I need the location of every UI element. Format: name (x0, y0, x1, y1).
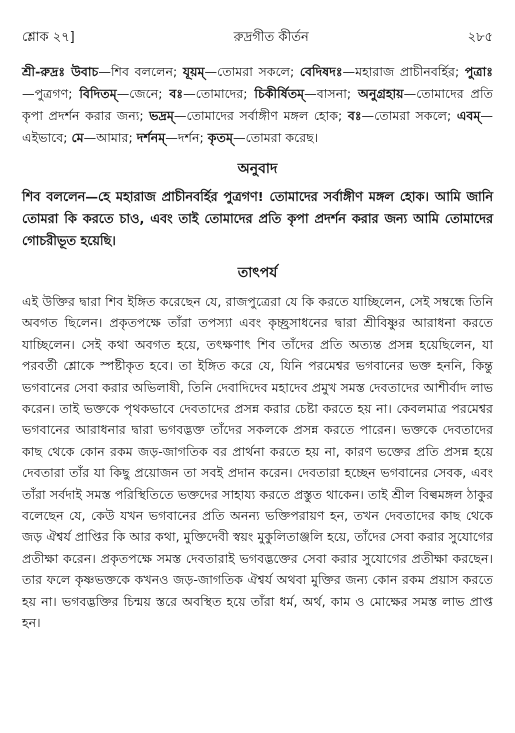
synonym-meaning: —তোমরা সকলে; (361, 108, 457, 123)
synonym-meaning: —তোমাদের প্রতি কৃপা প্রদর্শন করার জন্য; (22, 86, 493, 123)
synonym-term: বেদিষদঃ (299, 64, 343, 79)
synonym-meaning: —পুত্রগণ; (22, 86, 80, 101)
synonym-meaning: —এইভাবে; (22, 108, 494, 145)
synonym-meaning: —তোমরা করেছ। (232, 130, 319, 145)
synonym-meaning: —মহারাজ প্রাচীনবর্হির; (342, 64, 465, 79)
synonym-meaning: —তোমরা সকলে; (204, 64, 300, 79)
synonym-term: মে (71, 130, 84, 145)
purport-section (22, 291, 493, 634)
synonym-meaning: —তোমাদের সর্বাঙ্গীণ মঙ্গল হোক; (173, 108, 348, 123)
synonyms-paragraph (22, 61, 493, 149)
translation-text: শিব বললেন—হে মহারাজ প্রাচীনবর্হির পুত্রগণ! তোমাদের সর্বাঙ্গীণ মঙ্গল হোক। আমি জানি তোমরা কি করতে চাও, এবং তাই তোমাদের প্রতি কৃপা প্রদর্শন করার জন্য আমি তোমাদের গোচরীভূত হয়েছি। (22, 190, 493, 249)
synonym-meaning: —দর্শন; (165, 130, 208, 145)
synonym-term: শ্রী-রুদ্রঃ উবাচ (22, 64, 99, 79)
synonym-term: দর্শনম্ (136, 130, 166, 145)
synonym-term: পুত্রাঃ (464, 64, 494, 79)
synonym-term: বঃ (347, 108, 362, 123)
synonym-term: বঃ (169, 86, 184, 101)
synonym-term: ভদ্রম্ (149, 108, 174, 123)
synonym-term: চিকীর্ষিতম্ (254, 86, 305, 101)
purport-heading: তাৎপর্য (237, 265, 278, 281)
purport-text: এই উক্তির দ্বারা শিব ইঙ্গিত করেছেন যে, রাজপুত্রেরা যে কি করতে যাচ্ছিলেন, সেই সম্বন্ধে তিনি অবগত ছিলেন। প্রকৃতপক্ষে তাঁরা তপস্যা এবং কৃচ্ছ্রসাধনের দ্বারা শ্রীবিষ্ণুর আরাধনা করতে যাচ্ছিলেন। সেই কথা অবগত হয়ে, তৎক্ষণাৎ শিব তাঁদের প্রতি অত্যন্ত প্রসন্ন হয়েছিলেন, যা পরবর্তী শ্লোকে স্পষ্টীকৃত হবে। তা ইঙ্গিত করে যে, যিনি পরমেশ্বর ভগবানের ভক্ত হননি, কিন্তু ভগবানের সেবা করার অভিলাষী, তিনি দেবাদিদেব মহাদেব প্রমুখ সমস্ত দেবতাদের আশীর্বাদ লাভ করেন। তাই ভক্তকে পৃথকভাবে দেবতাদের প্রসন্ন করার চেষ্টা করতে হয় না। কেবলমাত্র পরমেশ্বর ভগবানের আরাধনার দ্বারা ভগবদ্ভক্ত তাঁদের সকলকে প্রসন্ন করতে পারেন। ভক্তকে দেবতাদের কাছ থেকে কোন রকম জড়-জাগতিক বর প্রার্থনা করতে হয় না, কারণ ভক্তের প্রতি প্রসন্ন হয়ে দেবতারা তাঁর যা কিছু প্রয়োজন তা সবই প্রদান করেন। দেবতারা হচ্ছেন ভগবানের সেবক, এবং তাঁরা সর্বদাই সমস্ত পরিস্থিতিতে ভক্তদের সাহায্য করতে প্রস্তুত থাকেন। তাই শ্রীল বিল্বমঙ্গল ঠাকুর বলেছেন যে, কেউ যখন ভগবানের প্রতি অনন্য ভক্তিপরায়ণ হন, তখন দেবতাদের কাছ থেকে জড় ঐশ্বর্য প্রাপ্তির কি আর কথা, মুক্তিদেবী স্বয়ং মুকুলিতাঞ্জলি হয়ে, তাঁদের সেবা করার সুযোগের প্রতীক্ষা করেন। প্রকৃতপক্ষে সমস্ত দেবতারাই ভগবদ্ভক্তের সেবা করার সুযোগের প্রতীক্ষা করছেন। তার ফলে কৃষ্ণভক্তকে কখনও জড়-জাগতিক ঐশ্বর্য অথবা মুক্তির জন্য কোন রকম প্রয়াস করতে হয় না। ভগবদ্ভক্তির চিন্ময় স্তরে অবস্থিত হয়ে তাঁরা ধর্ম, অর্থ, কাম ও মোক্ষের সমস্ত লাভ প্রাপ্ত হন। (22, 294, 493, 631)
synonym-term: যূয়ম্ (182, 64, 205, 79)
synonym-meaning: —আমার; (83, 130, 137, 145)
synonym-meaning: —জেনে; (116, 86, 170, 101)
synonym-term: এবম্ (456, 108, 481, 123)
synonym-term: অনুগ্রহায় (358, 86, 404, 101)
running-header (22, 28, 493, 49)
translation-heading: অনুবাদ (237, 161, 278, 177)
synonym-meaning: —বাসনা; (304, 86, 359, 101)
chapter-title: রুদ্রগীত কীর্তন (233, 30, 309, 45)
synonym-term: বিদিতম্ (79, 86, 117, 101)
verse-reference: শ্লোক ২৭] (22, 30, 75, 45)
synonym-meaning: —তোমাদের; (183, 86, 255, 101)
page-number: ২৮৫ (467, 30, 493, 45)
synonym-term: কৃতম্ (207, 130, 233, 145)
synonym-meaning: —শিব বললেন; (98, 64, 183, 79)
